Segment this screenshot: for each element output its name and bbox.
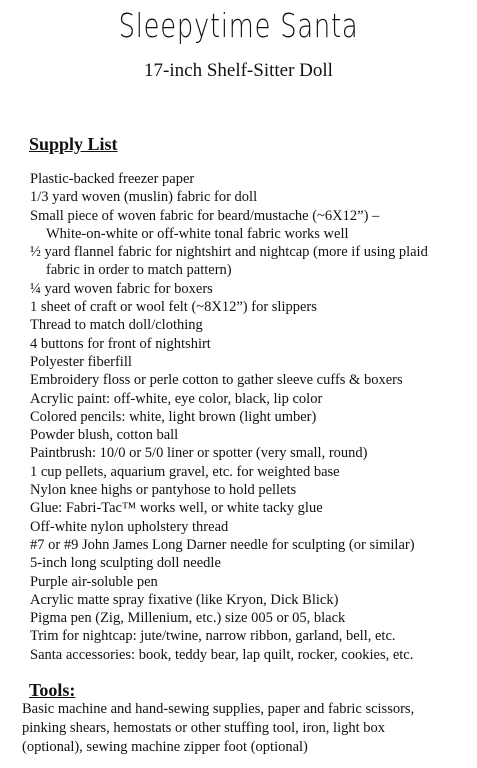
supply-list-heading: Supply List [29,134,118,154]
supply-item: 1 cup pellets, aquarium gravel, etc. for weighted base [30,463,340,480]
supply-item: Santa accessories: book, teddy bear, lap quilt, rocker, cookies, etc. [30,646,414,663]
supply-item: Plastic-backed freezer paper [30,171,195,187]
supply-item: Polyester fiberfill [30,353,132,370]
supply-item: 1/3 yard woven (muslin) fabric for doll [30,189,258,206]
tools-line: Basic machine and hand-sewing supplies, paper and fabric scissors, [22,701,415,717]
supply-item-continuation: White-on-white or off-white tonal fabric works well [46,225,349,242]
tools-line: (optional), sewing machine zipper foot (optional) [22,739,308,755]
supply-item: Paintbrush: 10/0 or 5/0 liner or spotter (very small, round) [30,445,368,462]
document-title: Sleepytime Santa [118,6,359,45]
supply-item: Embroidery floss or perle cotton to gather sleeve cuffs & boxers [30,372,403,389]
supply-item: Thread to match doll/clothing [30,317,203,334]
supply-item: Nylon knee highs or pantyhose to hold pellets [30,482,297,499]
supply-item: ¼ yard woven fabric for boxers [30,280,213,297]
document-subtitle: 17-inch Shelf-Sitter Doll [144,60,333,81]
supply-item: #7 or #9 John James Long Darner needle for sculpting (or similar) [30,536,415,553]
supply-item: 5-inch long sculpting doll needle [30,555,221,572]
supply-item: 4 buttons for front of nightshirt [30,335,211,352]
supply-list [30,170,470,664]
supply-item: Acrylic matte spray fixative (like Kryon, Dick Blick) [30,591,339,608]
supply-item: Colored pencils: white, light brown (light umber) [30,408,317,425]
supply-item: Powder blush, cotton ball [30,427,179,444]
supply-item: Trim for nightcap: jute/twine, narrow ribbon, garland, bell, etc. [30,628,396,645]
supply-item: Pigma pen (Zig, Millenium, etc.) size 005 or 05, black [30,610,346,627]
tools-heading: Tools: [29,680,76,700]
supply-item: Off-white nylon upholstery thread [30,518,229,535]
supply-item: ½ yard flannel fabric for nightshirt and nightcap (more if using plaid [30,244,428,261]
tools-paragraph [22,700,472,757]
supply-item: 1 sheet of craft or wool felt (~8X12”) for slippers [30,299,317,316]
tools-line: pinking shears, hemostats or other stuffing tool, iron, light box [22,720,386,736]
supply-item: Small piece of woven fabric for beard/mustache (~6X12”) – [30,207,380,224]
supply-item: Purple air-soluble pen [30,573,158,590]
supply-item-continuation: fabric in order to match pattern) [46,262,232,279]
supply-item: Acrylic paint: off-white, eye color, black, lip color [30,390,323,407]
supply-item: Glue: Fabri-Tac™ works well, or white tacky glue [30,500,323,517]
